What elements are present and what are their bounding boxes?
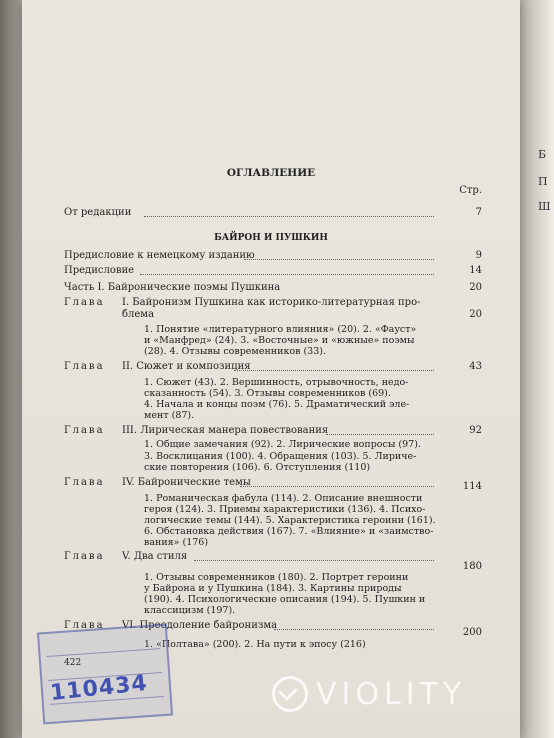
toc-page: 92 (469, 425, 482, 436)
toc-page: 7 (475, 207, 482, 218)
chapter-details: 1. Романическая фабула (114). 2. Описание внешности (144, 493, 423, 504)
toc-page: 43 (469, 361, 482, 372)
toc-page: 20 (469, 309, 482, 320)
leader-dots (244, 259, 434, 260)
chapter-details: и «Манфред» (24). 3. «Восточные» и «южные» поэмы (144, 335, 415, 346)
handwritten-inventory-number: 110434 (48, 670, 149, 707)
chapter-details: героя (124). 3. Приемы характеристики (136). 4. Психо- (144, 504, 426, 515)
toc-page: 9 (475, 250, 482, 261)
chapter-details: ские повторения (106). 6. Отступления (110) (144, 462, 371, 473)
chapter-details: логические темы (144). 5. Характеристика героини (161). (144, 515, 436, 526)
leader-dots (274, 629, 434, 630)
check-circle-icon (272, 676, 308, 712)
chapter-details: 1. Отзывы современников (180). 2. Портрет героини (144, 572, 409, 583)
chapter-title: II. Сюжет и композиция (122, 361, 251, 372)
toc-entry-preface-german: Предисловие к немецкому изданию (64, 250, 255, 261)
chapter-details: 1. «Полтава» (200). 2. На пути к эпосу (216) (144, 639, 366, 650)
chapter-details: (28). 4. Отзывы современников (33). (144, 346, 326, 357)
chapter-details: сказанность (54). 3. Отзывы современников (69). (144, 388, 391, 399)
leader-dots (240, 486, 434, 487)
adjacent-page-edge: Б П Ш (520, 0, 554, 738)
leader-dots (144, 216, 434, 217)
chapter-title: I. Байронизм Пушкина как историко-литературная про- (122, 297, 421, 308)
toc-entry-preface: Предисловие (64, 265, 135, 276)
book-page (22, 0, 520, 738)
page-number: 422 (64, 658, 82, 668)
library-stamp (37, 624, 173, 725)
toc-page: 180 (462, 561, 482, 572)
watermark (272, 676, 466, 712)
chapter-details: 6. Обстановка действия (167). 7. «Влияние» и «заимство- (144, 526, 434, 537)
chapter-prefix: Глава (64, 297, 105, 308)
chapter-details: вания» (176) (144, 537, 209, 548)
chapter-details: 1. Сюжет (43). 2. Вершинность, отрывочность, недо- (144, 377, 409, 388)
toc-page: 114 (462, 481, 482, 492)
chapter-title-cont: блема (122, 309, 155, 320)
chapter-details: 3. Восклицания (100). 4. Обращения (103). 5. Лириче- (144, 451, 417, 462)
chapter-details: классицизм (197). (144, 605, 236, 616)
chapter-prefix: Глава (64, 551, 105, 562)
section-heading: БАЙРОН И ПУШКИН (214, 233, 328, 243)
chapter-prefix: Глава (64, 425, 105, 436)
chapter-details: 1. Понятие «литературного влияния» (20). 2. «Фауст» (144, 324, 417, 335)
toc-entry-part1: Часть I. Байронические поэмы Пушкина (64, 282, 281, 293)
chapter-title: V. Два стиля (122, 551, 188, 562)
leader-dots (140, 274, 434, 275)
toc-entry-editor: От редакции (64, 207, 132, 218)
toc-page: 200 (462, 627, 482, 638)
leader-dots (326, 434, 434, 435)
toc-title: ОГЛАВЛЕНИЕ (226, 167, 316, 179)
toc-page: 20 (469, 282, 482, 293)
leader-dots (194, 560, 434, 561)
chapter-details: 4. Начала и концы поэм (76). 5. Драматический эле- (144, 399, 410, 410)
page-column-header: Стр. (459, 185, 482, 196)
book-spine (0, 0, 22, 738)
chapter-prefix: Глава (64, 477, 105, 488)
toc-page: 14 (469, 265, 482, 276)
watermark-text: VIOLITY (316, 676, 467, 712)
chapter-details: у Байрона и у Пушкина (184). 3. Картины природы (144, 583, 402, 594)
leader-dots (234, 370, 434, 371)
chapter-prefix: Глава (64, 361, 105, 372)
chapter-details: 1. Общие замечания (92). 2. Лирические вопросы (97). (144, 439, 421, 450)
chapter-details: мент (87). (144, 410, 195, 421)
chapter-prefix: Глава (64, 620, 105, 631)
chapter-title: IV. Байронические темы (122, 477, 251, 488)
chapter-details: (190). 4. Психологические описания (194). 5. Пушкин и (144, 594, 426, 605)
chapter-title: III. Лирическая манера повествования (122, 425, 329, 436)
chapter-title: VI. Преодоление байронизма (122, 620, 278, 631)
